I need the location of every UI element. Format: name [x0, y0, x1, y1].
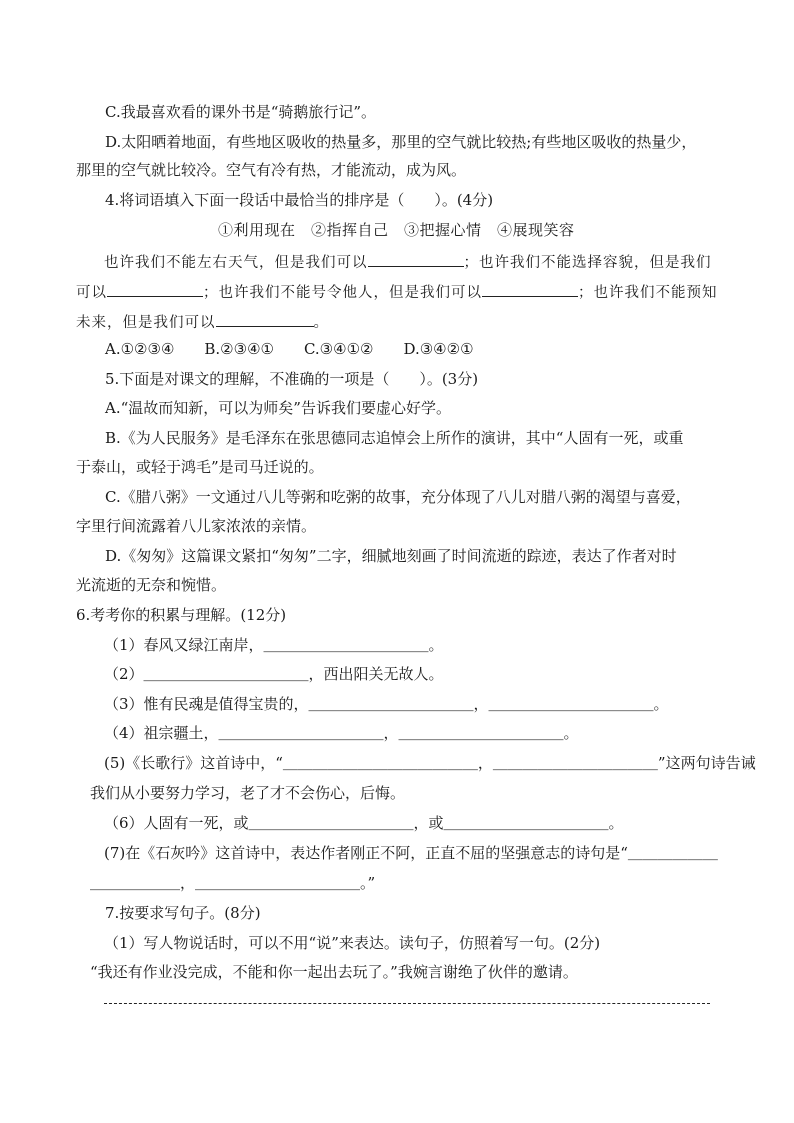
- q5-option-b-cont: 于泰山，或轻于鸿毛”是司马迁说的。: [76, 458, 324, 476]
- q4-passage-text: 未来，但是我们可以: [76, 315, 216, 331]
- q7-example-sentence: “我还有作业没完成，不能和你一起出去玩了。”我婉言谢绝了伙伴的邀请。: [90, 963, 578, 981]
- q3-option-c: C.我最喜欢看的课外书是“骑鹅旅行记”。: [105, 103, 377, 121]
- q3-option-d: D.太阳晒着地面，有些地区吸收的热量多，那里的空气就比较热;有些地区吸收的热量少，: [105, 133, 697, 151]
- q4-phrases: ①利用现在 ②指挥自己 ③把握心情 ④展现笑容: [218, 221, 575, 239]
- q4-passage-text: 可以: [76, 285, 107, 301]
- q5-option-d: D.《匆匆》这篇课文紧扣“匆匆”二字，细腻地刻画了时间流逝的踪迹，表达了作者对时: [105, 547, 677, 565]
- question-7: 7.按要求写句子。(8分): [105, 904, 261, 922]
- q6-item-3: （3）惟有民魂是值得宝贵的，＿＿＿＿＿＿＿＿＿＿＿，＿＿＿＿＿＿＿＿＿＿＿。: [104, 695, 669, 713]
- q5-option-d-cont: 光流逝的无奈和惋惜。: [76, 576, 227, 594]
- q4-passage-line-2: [76, 280, 718, 303]
- q6-item-6: （6）人固有一死，或＿＿＿＿＿＿＿＿＿＿＿，或＿＿＿＿＿＿＿＿＿＿＿。: [104, 814, 624, 832]
- q4-passage-text: ；也许我们不能号令他人，但是我们可以: [203, 285, 482, 301]
- q4-passage-text: ；也许我们不能预知: [578, 285, 718, 301]
- q4-passage-line-3: [76, 310, 329, 333]
- q4-blank-4[interactable]: [216, 310, 314, 327]
- q6-item-7: (7)在《石灰吟》这首诗中，表达作者刚正不阿，正直不屈的坚强意志的诗句是“＿＿＿＿＿＿: [104, 844, 718, 862]
- question-6: 6.考考你的积累与理解。(12分): [76, 606, 287, 624]
- q5-option-c: C.《腊八粥》一文通过八儿等粥和吃粥的故事，充分体现了八儿对腊八粥的渴望与喜爱，: [105, 488, 691, 506]
- question-5: 5.下面是对课文的理解，不准确的一项是（ ）。(3分): [105, 370, 479, 388]
- q6-item-1: （1）春风又绿江南岸，＿＿＿＿＿＿＿＿＿＿＿。: [104, 636, 444, 654]
- q4-blank-2[interactable]: [107, 280, 203, 297]
- q5-option-b: B.《为人民服务》是毛泽东在张思德同志追悼会上所作的演讲，其中“人固有一死，或重: [105, 429, 684, 447]
- q6-item-5: (5)《长歌行》这首诗中，“＿＿＿＿＿＿＿＿＿＿＿＿＿，＿＿＿＿＿＿＿＿＿＿＿”这两句诗告诫: [104, 754, 756, 772]
- q7-answer-line[interactable]: [104, 1003, 710, 1004]
- q4-passage-text: ；也许我们不能选择容貌，但是我们: [463, 255, 712, 271]
- q7-item-1: （1）写人物说话时，可以不用“说”来表达。读句子，仿照着写一句。(2分): [104, 934, 601, 952]
- q4-blank-3[interactable]: [482, 280, 578, 297]
- q4-passage-text: 。: [313, 315, 329, 331]
- q4-passage-text: 也许我们不能左右天气，但是我们可以: [104, 255, 368, 271]
- q6-item-2: （2）＿＿＿＿＿＿＿＿＿＿＿，西出阳关无故人。: [104, 665, 444, 683]
- q4-choices: A.①②③④ B.②③④① C.③④①② D.③④②①: [105, 340, 474, 358]
- q4-passage-line-1: [104, 250, 712, 273]
- question-4: 4.将词语填入下面一段话中最恰当的排序是（ ）。(4分): [105, 191, 494, 209]
- q6-item-4: （4）祖宗疆土，＿＿＿＿＿＿＿＿＿＿＿，＿＿＿＿＿＿＿＿＿＿＿。: [104, 724, 579, 742]
- q5-option-c-cont: 字里行间流露着八儿家浓浓的亲情。: [76, 517, 317, 535]
- q3-option-d-cont: 那里的空气就比较冷。空气有冷有热，才能流动，成为风。: [76, 161, 467, 179]
- q5-option-a: A.“温故而知新，可以为师矣”告诉我们要虚心好学。: [105, 399, 451, 417]
- q4-blank-1[interactable]: [368, 250, 464, 267]
- q6-item-5-cont: 我们从小要努力学习，老了才不会伤心，后悔。: [90, 784, 406, 802]
- q6-item-7-cont: ＿＿＿＿＿＿，＿＿＿＿＿＿＿＿＿＿＿。”: [90, 874, 376, 892]
